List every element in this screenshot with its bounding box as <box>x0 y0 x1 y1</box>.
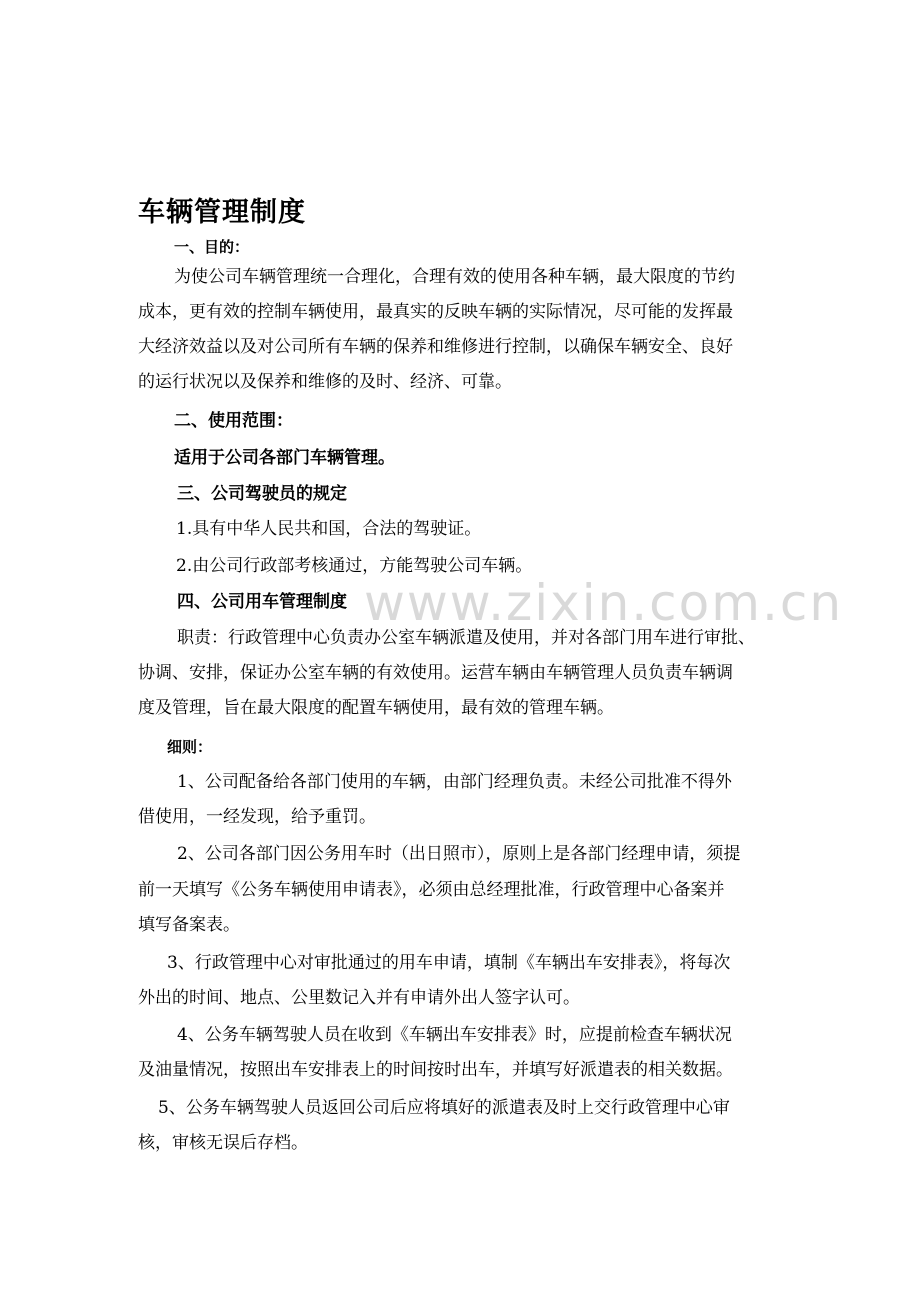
section-1-heading: 一、目的： <box>174 238 250 256</box>
rule-line: 2、公司各部门因公务用车时（出日照市），原则上是各部门经理申请，须提 <box>177 844 741 864</box>
paragraph-line: 的运行状况以及保养和维修的及时、经济、可靠。 <box>138 372 512 392</box>
rule-line: 填写备案表。 <box>138 915 240 935</box>
rule-line: 借使用，一经发现，给予重罚。 <box>138 807 376 827</box>
section-2-text: 适用于公司各部门车辆管理。 <box>174 448 395 468</box>
rule-line: 核，审核无误后存档。 <box>138 1133 308 1153</box>
section-4-heading: 四、公司用车管理制度 <box>177 592 347 612</box>
section-2-heading: 二、使用范围： <box>174 411 293 431</box>
list-item: 1.具有中华人民共和国，合法的驾驶证。 <box>176 519 482 539</box>
rules-heading: 细则： <box>167 738 213 756</box>
rule-line: 前一天填写《公务车辆使用申请表》，必须由总经理批准，行政管理中心备案并 <box>138 880 725 900</box>
list-item: 2.由公司行政部考核通过，方能驾驶公司车辆。 <box>176 556 533 576</box>
rule-line: 外出的时间、地点、公里数记入并有申请外出人签字认可。 <box>138 988 580 1008</box>
rule-line: 3、行政管理中心对审批通过的用车申请，填制《车辆出车安排表》，将每次 <box>167 953 731 973</box>
paragraph-line: 为使公司车辆管理统一合理化，合理有效的使用各种车辆，最大限度的节约 <box>174 267 735 287</box>
page-title: 车辆管理制度 <box>138 197 306 228</box>
paragraph-line: 成本，更有效的控制车辆使用，最真实的反映车辆的实际情况，尽可能的发挥最 <box>138 302 733 322</box>
section-3-heading: 三、公司驾驶员的规定 <box>177 484 347 504</box>
watermark: www.zixin.com.cn <box>364 574 844 632</box>
rule-line: 4、公务车辆驾驶人员在收到《车辆出车安排表》时，应提前检查车辆状况 <box>177 1025 732 1045</box>
rule-line: 1、公司配备给各部门使用的车辆，由部门经理负责。未经公司批准不得外 <box>177 772 732 792</box>
paragraph-line: 协调、安排，保证办公室车辆的有效使用。运营车辆由车辆管理人员负责车辆调 <box>138 663 733 683</box>
paragraph-line: 大经济效益以及对公司所有车辆的保养和维修进行控制，以确保车辆安全、良好 <box>138 337 733 357</box>
paragraph-line: 度及管理，旨在最大限度的配置车辆使用，最有效的管理车辆。 <box>138 698 614 718</box>
rule-line: 及油量情况，按照出车安排表上的时间按时出车，并填写好派遣表的相关数据。 <box>138 1060 733 1080</box>
paragraph-line: 职责：行政管理中心负责办公室车辆派遣及使用，并对各部门用车进行审批、 <box>177 628 755 648</box>
rule-line: 5、公务车辆驾驶人员返回公司后应将填好的派遣表及时上交行政管理中心审 <box>158 1098 730 1118</box>
